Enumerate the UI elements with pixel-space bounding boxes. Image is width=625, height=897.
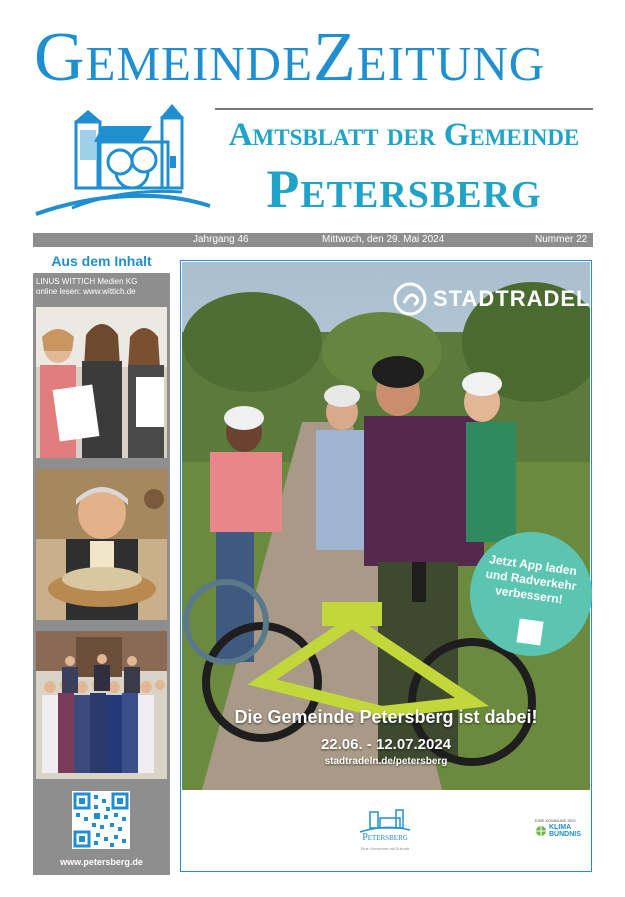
masthead-subtitle: Amtsblatt der Gemeinde — [228, 117, 580, 153]
campaign-dates: 22.06. - 12.07.2024 — [320, 736, 452, 753]
petersberg-logo — [340, 806, 430, 856]
stadtradeln-logo-icon — [393, 282, 427, 316]
app-download-text: Jetzt App laden und Radverkehr verbessern! — [484, 552, 578, 607]
sidebar-photo-certificates[interactable] — [36, 307, 167, 458]
online-reading-link[interactable]: online lesen: www.wittich.de — [36, 287, 136, 296]
masthead-divider — [215, 108, 593, 110]
issue-number: Nummer 22 — [535, 234, 588, 245]
website-qr-code-icon[interactable] — [72, 791, 130, 849]
petersberg-logo-text: Petersberg — [362, 832, 408, 843]
volume-label: Jahrgang 46 — [193, 234, 249, 245]
town-name: Petersberg — [266, 159, 542, 219]
app-qr-code-icon[interactable] — [516, 618, 543, 645]
klima-name: KLIMA BÜNDNIS — [549, 824, 581, 838]
campaign-url[interactable]: stadtradeln.de/petersberg — [324, 756, 448, 767]
stadtradeln-logo — [393, 281, 608, 317]
stadtradeln-brand-text: STADTRADELN — [433, 286, 608, 311]
contents-heading: Aus dem Inhalt — [33, 249, 170, 273]
poster-headline: Die Gemeinde Petersberg ist dabei! — [234, 707, 538, 727]
newspaper-title: GemeindeZeitung — [34, 19, 546, 96]
klima-globe-icon — [535, 825, 547, 837]
website-link[interactable]: www.petersberg.de — [60, 857, 143, 867]
app-download-badge[interactable] — [470, 532, 592, 656]
klima-caption: EINE KOMMUNE DES — [535, 818, 576, 823]
publisher-name: LINUS WITTICH Medien KG — [36, 277, 138, 286]
petersberg-church-icon — [340, 806, 430, 834]
sidebar-photo-group[interactable] — [36, 631, 167, 779]
church-logo-icon — [32, 96, 214, 222]
klima-buendnis-logo — [535, 818, 587, 840]
publisher-info — [36, 277, 170, 297]
petersberg-tagline: Eine Gemeinde mit Zukunft — [360, 846, 410, 851]
issue-info-bar — [33, 233, 593, 247]
issue-date: Mittwoch, den 29. Mai 2024 — [322, 234, 445, 245]
sidebar-photo-senior[interactable] — [36, 469, 167, 620]
